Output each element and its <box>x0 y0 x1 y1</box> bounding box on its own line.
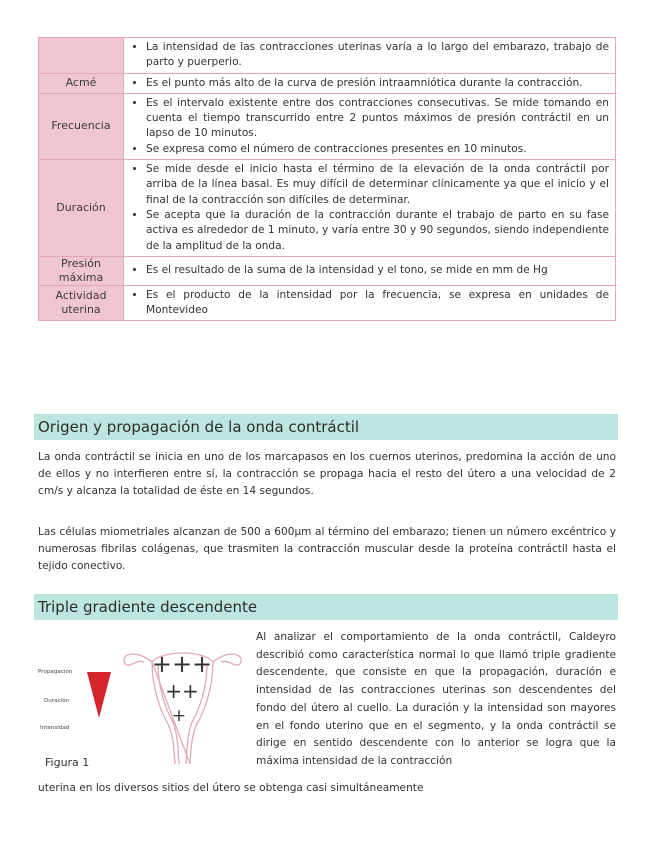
bullet-item: • Es el punto más alto de la curva de presión intraamniótica durante la contracción. <box>146 76 609 91</box>
description-cell <box>124 285 616 321</box>
bullet-item: • Se expresa como el número de contracciones presentes en 10 minutos. <box>146 142 609 157</box>
term-cell: Presión máxima <box>39 256 124 285</box>
term-cell: Frecuencia <box>39 93 124 159</box>
figure-triple-gradiente <box>34 632 256 772</box>
description-cell <box>124 38 616 74</box>
table-row <box>39 160 616 257</box>
plus-signs-segment: + <box>171 706 187 726</box>
table-row <box>39 256 616 285</box>
description-cell <box>124 93 616 159</box>
bullet-list <box>130 40 609 71</box>
section-header-origen <box>34 414 618 440</box>
table-row <box>39 73 616 93</box>
term-cell: Acmé <box>39 73 124 93</box>
bullet-list <box>130 162 609 254</box>
section-header-triple-gradiente <box>34 594 618 620</box>
table-row <box>39 93 616 159</box>
bullet-list <box>130 96 609 157</box>
plus-signs-body: ++ <box>165 679 199 703</box>
label-propagacion: Propagación <box>38 669 73 675</box>
label-intensidad: Intensidad <box>40 725 70 731</box>
bullet-item: • Es el producto de la intensidad por la frecuencia, se expresa en unidades de Montevideo <box>146 288 609 319</box>
plus-signs-fundus: +++ <box>151 650 213 678</box>
paragraph-celulas-miometriales: Las células miometriales alcanzan de 500 a 600µm al término del embarazo; tienen un número excéntrico y numerosas fibrilas colágenas, que trasmiten la contracción muscular desde la proteína contráctil hasta el tejido conectivo. <box>38 526 616 572</box>
table-row <box>39 285 616 321</box>
bullet-item: • Es el resultado de la suma de la intensidad y el tono, se mide en mm de Hg <box>146 263 609 278</box>
gradient-arrow <box>87 672 111 718</box>
term-cell: Duración <box>39 160 124 257</box>
paragraph-onda-contractil: La onda contráctil se inicia en uno de los marcapasos en los cuernos uterinos, predomina la acción de uno de ellos y no interfieren entre sí, la contracción se propaga hacia el resto del útero a una velocidad de 2 cm/s y alcanza la totalidad de éste en 14 segundos. <box>38 451 616 497</box>
description-cell <box>124 160 616 257</box>
section-title-origen: Origen y propagación de la onda contráctil <box>38 418 360 436</box>
label-duracion: Duración <box>44 698 70 704</box>
bullet-item: • Se mide desde el inicio hasta el término de la elevación de la onda contráctil por arriba de la línea basal. Es muy difícil de determinar clínicamente ya que el inicio y el final de la contracción son difíciles de determinar. <box>146 162 609 208</box>
term-cell: Actividad uterina <box>39 285 124 321</box>
bullet-item: • La intensidad de las contracciones uterinas varía a lo largo del embarazo, trabajo de parto y puerperio. <box>146 40 609 71</box>
bullet-list <box>130 263 609 278</box>
paragraph-triple-gradiente-end: uterina en los diversos sitios del útero se obtenga casi simultáneamente <box>38 782 424 794</box>
figure-caption: Figura 1 <box>45 756 90 769</box>
description-cell <box>124 256 616 285</box>
contraction-properties-table <box>38 37 616 321</box>
table-row <box>39 38 616 74</box>
description-cell <box>124 73 616 93</box>
bullet-item: • Es el intervalo existente entre dos contracciones consecutivas. Se mide tomando en cuenta el tiempo transcurrido entre 2 puntos máximos de presión contráctil en un lapso de 10 minutos. <box>146 96 609 142</box>
paragraph-triple-gradiente: Al analizar el comportamiento de la onda contráctil, Caldeyro describió como característica normal lo que llamó triple gradiente descendente, que consiste en que la propagación, duración e intensidad de las contracciones uterinas son descendentes del fondo del útero al cuello. La duración y la intensidad son mayores en el fondo uterino que en el segmento, y la onda contráctil se dirige en sentido descendente con lo anterior se logra que la máxima intensidad de la contracción <box>256 631 616 767</box>
bullet-item: • Se acepta que la duración de la contracción durante el trabajo de parto en su fase activa es alrededor de 1 minuto, y varía entre 30 y 90 segundos, siendo independiente de la amplitud de la onda. <box>146 208 609 254</box>
bullet-list <box>130 76 609 91</box>
left-tube <box>124 654 152 665</box>
bullet-list <box>130 288 609 319</box>
term-cell <box>39 38 124 74</box>
right-tube <box>213 654 241 665</box>
section-title-triple-gradiente: Triple gradiente descendente <box>38 598 258 616</box>
